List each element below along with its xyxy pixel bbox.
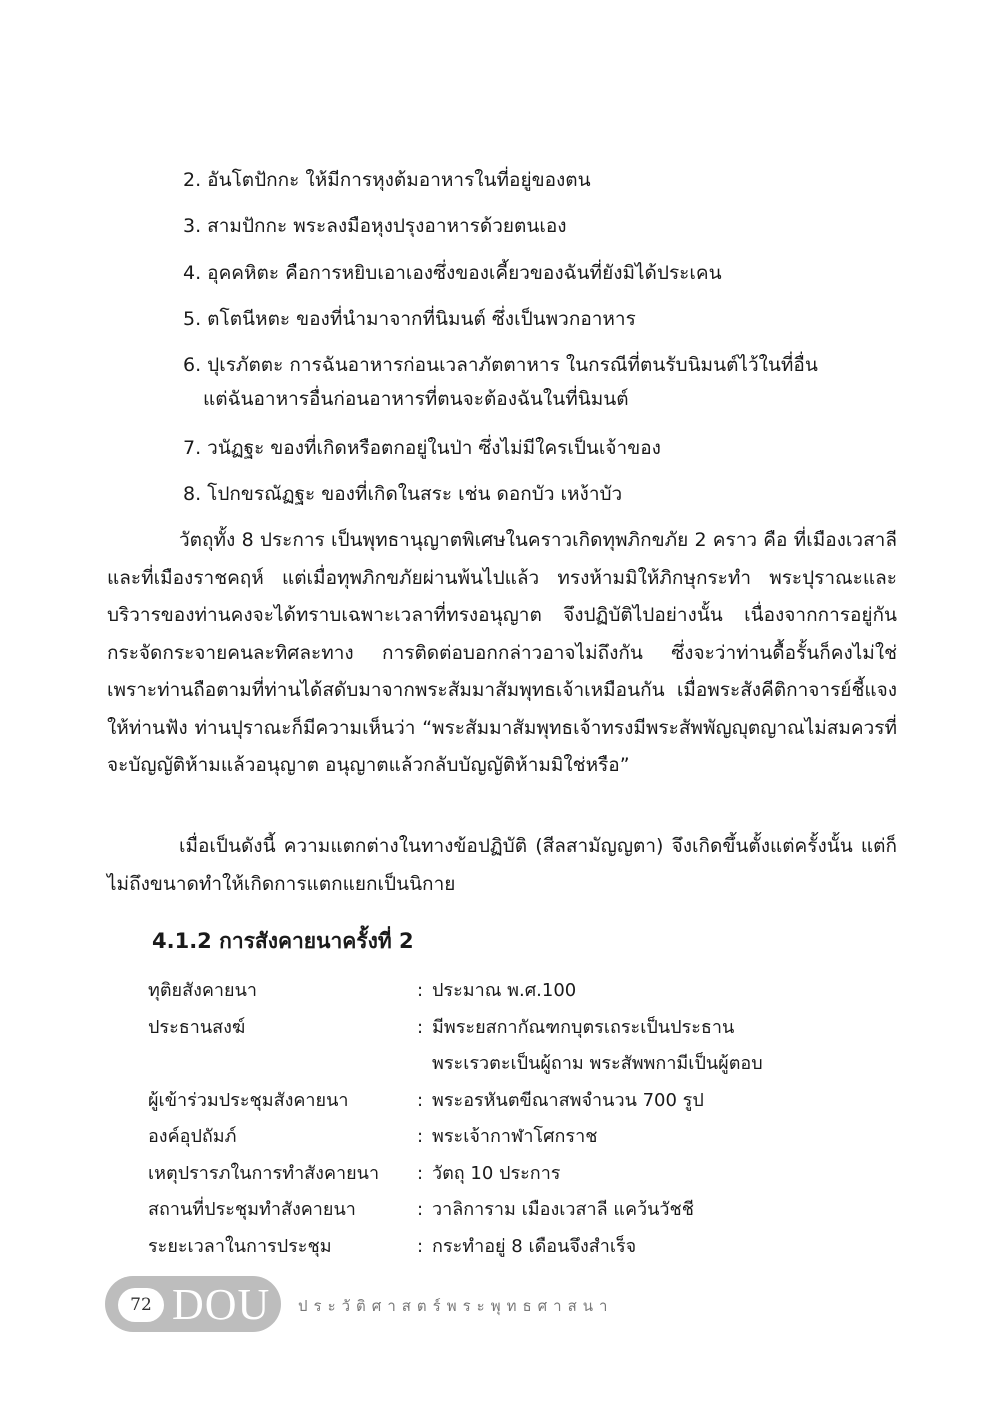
info-colon: : — [416, 1235, 424, 1257]
list-item: 4. อุคคหิตะ คือการหยิบเอาเองซึ่งของเคี้ยวของฉันที่ยังมิได้ประเคน — [183, 262, 722, 284]
info-label: เหตุปรารภในการทำสังคายนา — [148, 1162, 380, 1184]
info-row — [148, 1010, 928, 1083]
info-colon: : — [416, 1162, 424, 1184]
info-value: วัตถุ 10 ประการ — [432, 1162, 561, 1184]
info-colon: : — [416, 1199, 424, 1220]
info-value: วาลิการาม เมืองเวสาลี แคว้นวัชชี — [432, 1199, 694, 1220]
info-value: พระเจ้ากาฬาโศกราช — [432, 1126, 598, 1147]
info-row — [148, 1119, 928, 1156]
info-row — [148, 973, 928, 1010]
dou-logo: DOU — [172, 1280, 271, 1329]
info-colon: : — [416, 1126, 424, 1147]
info-colon: : — [416, 1089, 424, 1111]
info-row — [148, 1156, 928, 1193]
footer-book-title: ประวัติศาสตร์พระพุทธศาสนา — [298, 1297, 614, 1315]
body-paragraph: เมื่อเป็นดังนี้ ความแตกต่างในทางข้อปฏิบัติ (สีลสามัญญตา) จึงเกิดขึ้นตั้งแต่ครั้งนั้น แต่ก็ไม่ถึงขนาดทำให้เกิดการแตกแยกเป็นนิกาย — [107, 835, 897, 895]
body-paragraph: วัตถุทั้ง 8 ประการ เป็นพุทธานุญาตพิเศษในคราวเกิดทุพภิกขภัย 2 คราว คือ ที่เมืองเวสาลีและที่เมืองราชคฤห์ แต่เมื่อทุพภิกขภัยผ่านพ้นไปแล้ว ทรงห้ามมิให้ภิกษุกระทำ พระปุราณะและบริวารของท่านคงจะได้ทราบเฉพาะเวลาที่ทรงอนุญาต จึงปฏิบัติไปอย่างนั้น เนื่องจากการอยู่กันกระจัดกระจายคนละทิศละทาง การติดต่อบอกกล่าวอาจไม่ถึงกัน ซึ่งจะว่าท่านดื้อรั้นก็คงไม่ใช่ เพราะท่านถือตามที่ท่านได้สดับมาจากพระสัมมาสัมพุทธเจ้าเหมือนกัน เมื่อพระสังคีติกาจารย์ชี้แจงให้ท่านฟัง ท่านปุราณะก็มีความเห็นว่า “พระสัมมาสัมพุทธเจ้าทรงมีพระสัพพัญญุตญาณไม่สมควรที่จะบัญญัติห้ามแล้วอนุญาต อนุญาตแล้วกลับบัญญัติห้ามมิใช่หรือ” — [107, 529, 897, 776]
list-item: 2. อันโตปักกะ ให้มีการหุงต้มอาหารในที่อยู่ของตน — [183, 169, 591, 191]
info-label: ประธานสงฆ์ — [148, 1016, 246, 1038]
info-value: ประมาณ พ.ศ.100 — [432, 980, 577, 1001]
info-row — [148, 1229, 928, 1266]
info-label: ผู้เข้าร่วมประชุมสังคายนา — [148, 1089, 349, 1111]
info-label: ทุติยสังคายนา — [148, 980, 257, 1001]
page-number: 72 — [118, 1288, 164, 1322]
section-heading: 4.1.2 การสังคายนาครั้งที่ 2 — [152, 929, 414, 953]
info-value: มีพระยสกากัณฑกบุตรเถระเป็นประธาน พระเรวตะเป็นผู้ถาม พระสัพพกามีเป็นผู้ตอบ — [432, 1016, 763, 1074]
list-item: 5. ตโตนีหตะ ของที่นำมาจากที่นิมนต์ ซึ่งเป็นพวกอาหาร — [183, 308, 636, 330]
info-row — [148, 1083, 928, 1120]
list-item: 7. วนัฏฐะ ของที่เกิดหรือตกอยู่ในป่า ซึ่งไม่มีใครเป็นเจ้าของ — [183, 437, 661, 459]
info-colon: : — [416, 980, 424, 1001]
list-item: 8. โปกขรณัฏฐะ ของที่เกิดในสระ เช่น ดอกบัว เหง้าบัว — [183, 483, 623, 505]
info-row — [148, 1192, 928, 1229]
info-table — [148, 973, 928, 1265]
list-item: 6. ปุเรภัตตะ การฉันอาหารก่อนเวลาภัตตาหาร ในกรณีที่ตนรับนิมนต์ไว้ในที่อื่น แต่ฉันอาหารอื่นก่อนอาหารที่ตนจะต้องฉันในที่นิมนต์ — [183, 354, 818, 410]
info-label: สถานที่ประชุมทำสังคายนา — [148, 1199, 356, 1220]
info-label: ระยะเวลาในการประชุม — [148, 1235, 332, 1257]
info-value: กระทำอยู่ 8 เดือนจึงสำเร็จ — [432, 1235, 637, 1257]
list-item: 3. สามปักกะ พระลงมือหุงปรุงอาหารด้วยตนเอง — [183, 215, 567, 237]
info-label: องค์อุปถัมภ์ — [148, 1126, 237, 1147]
info-value: พระอรหันตขีณาสพจำนวน 700 รูป — [432, 1089, 704, 1111]
info-colon: : — [416, 1016, 424, 1038]
